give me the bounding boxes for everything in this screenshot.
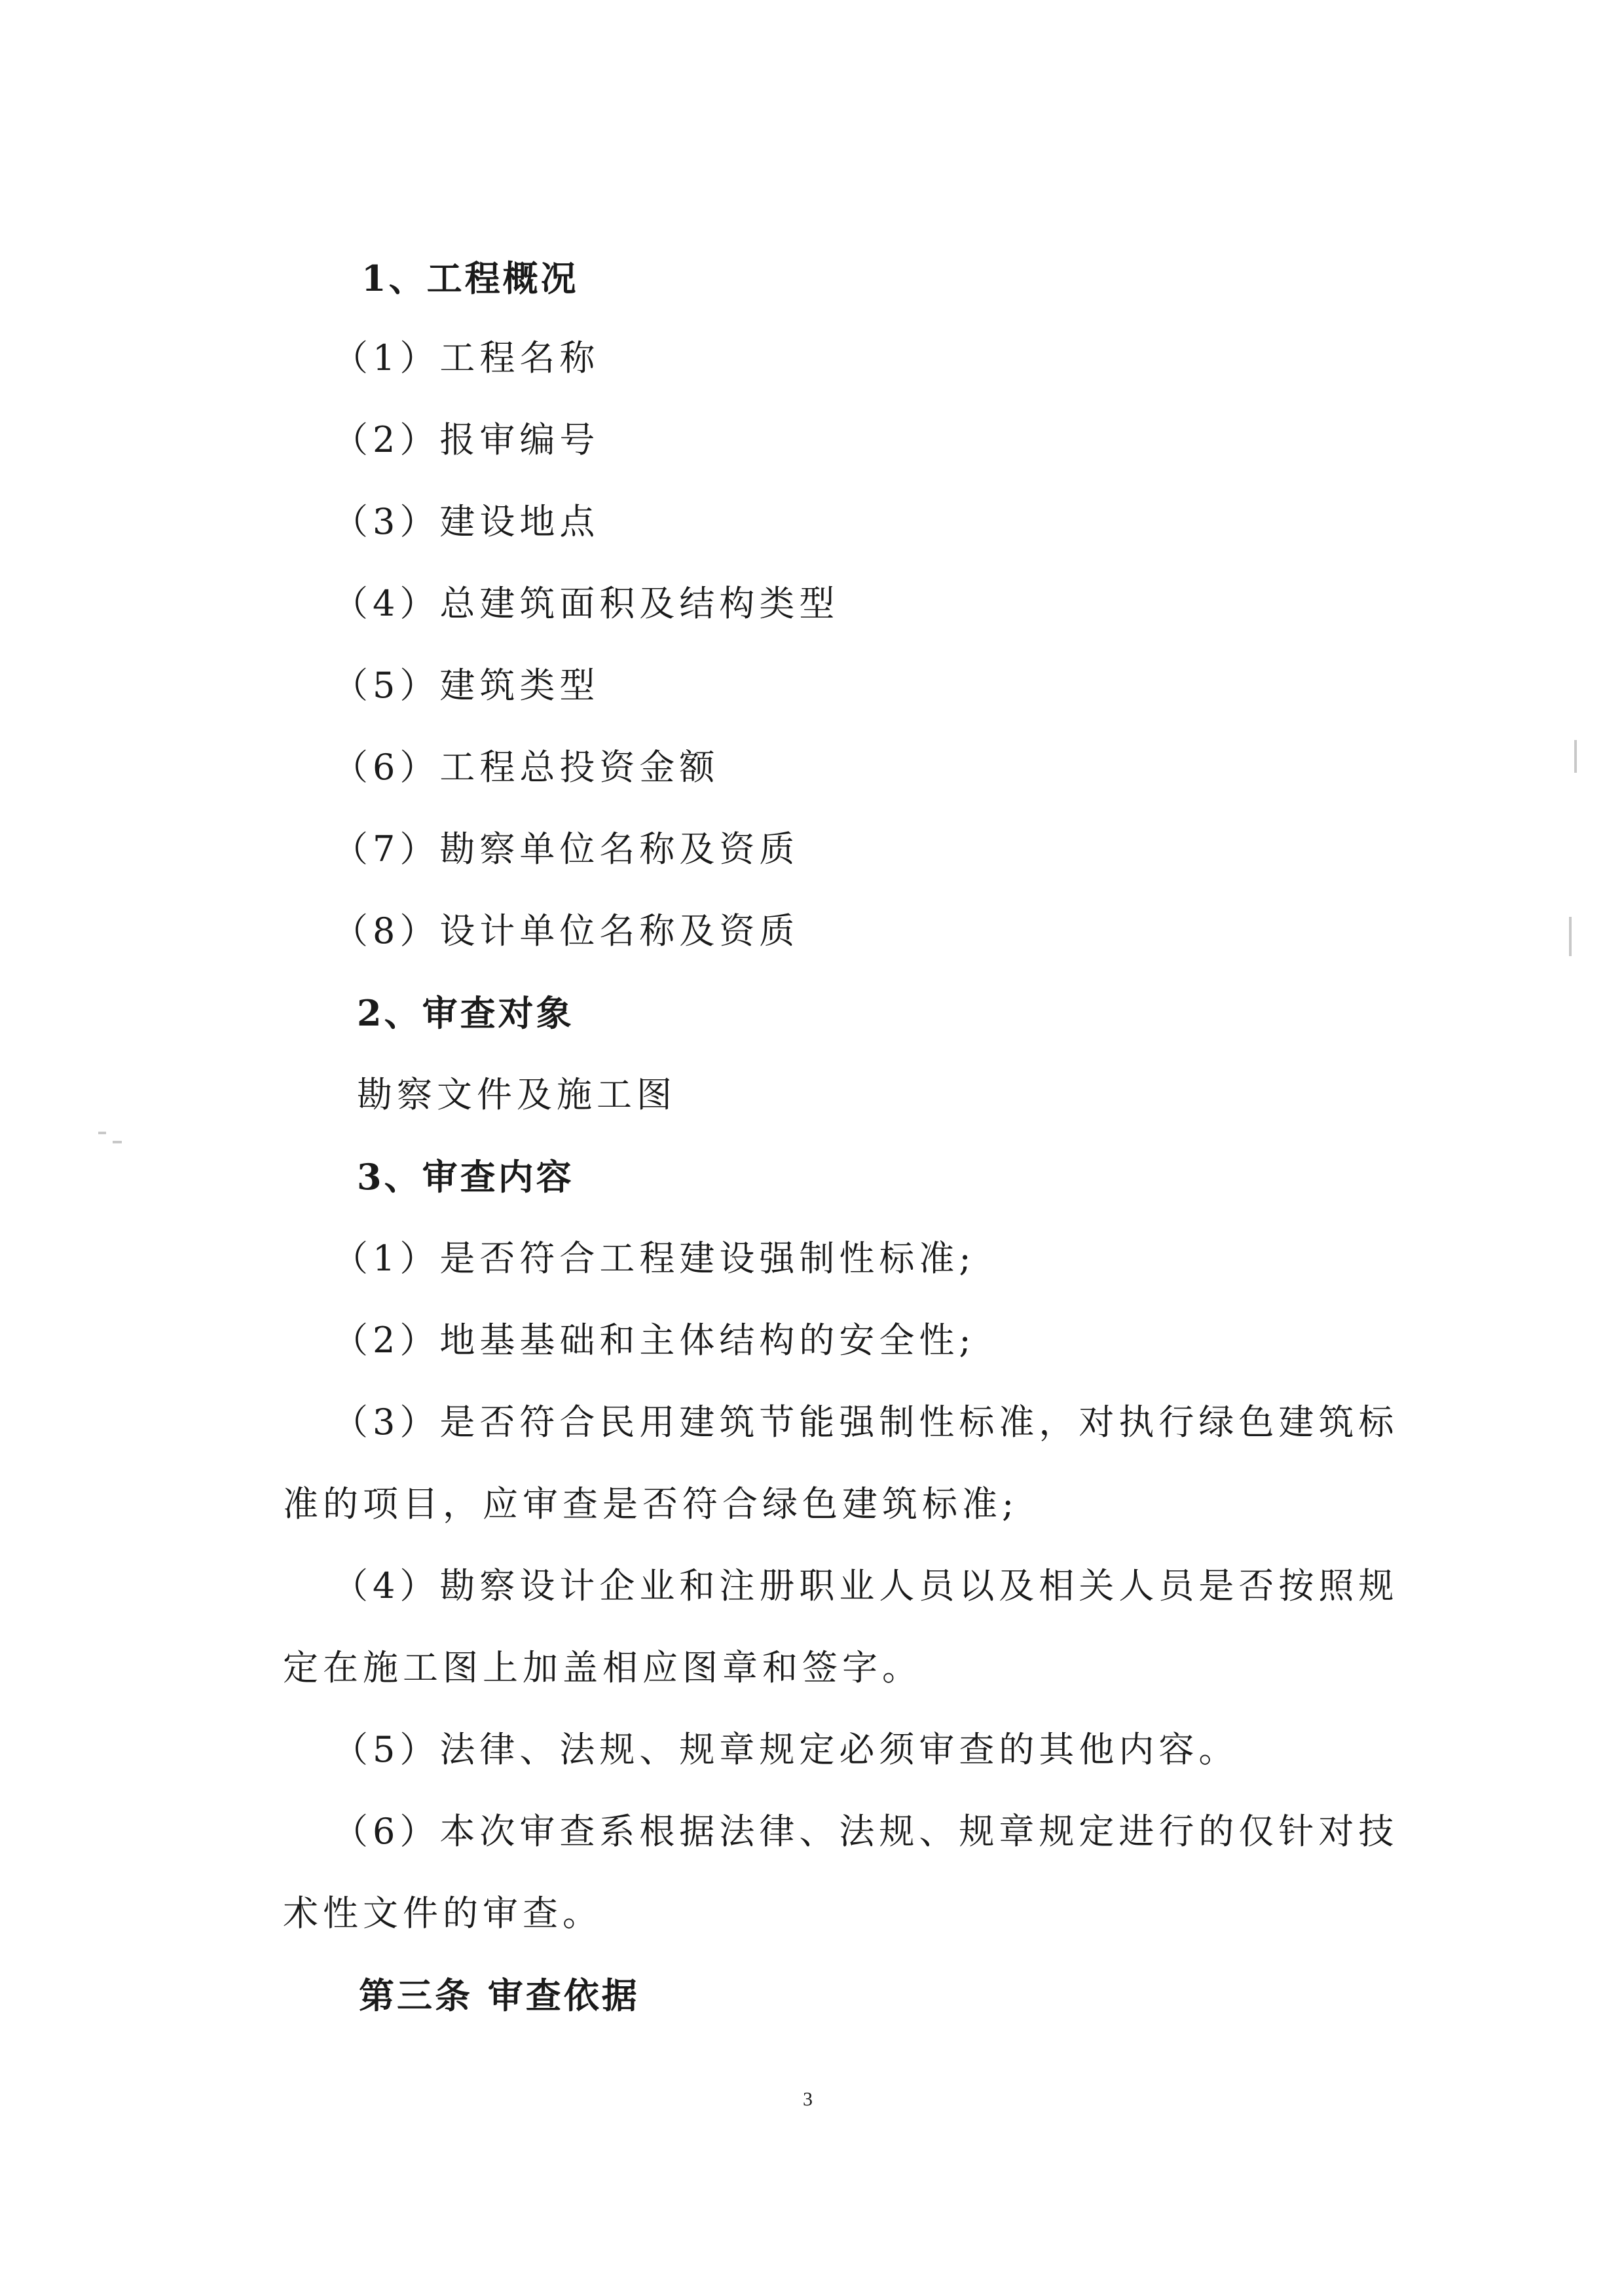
list-item: （2）报审编号 [333, 419, 600, 460]
section-heading: 3、审查内容 [357, 1156, 574, 1198]
list-item: （6）本次审查系根据法律、法规、规章规定进行的仅针对技 [333, 1811, 1399, 1852]
page-number: 3 [803, 2088, 813, 2110]
list-item: （4）总建筑面积及结构类型 [333, 583, 840, 624]
scan-mark [1569, 917, 1572, 956]
list-item: （8）设计单位名称及资质 [333, 910, 800, 952]
list-item-continuation: 术性文件的审查。 [283, 1893, 602, 1934]
list-item: （2）地基基础和主体结构的安全性; [333, 1320, 976, 1361]
list-item-continuation: 准的项目，应审查是否符合绿色建筑标准; [283, 1483, 1019, 1525]
list-item: （1）是否符合工程建设强制性标准; [333, 1238, 976, 1279]
list-item: （7）勘察单位名称及资质 [333, 828, 800, 870]
list-item: （3）建设地点 [333, 501, 600, 542]
list-item: （1）工程名称 [333, 337, 600, 379]
section-heading: 1、工程概况 [361, 257, 579, 299]
article-heading: 第三条 审查依据 [359, 1974, 640, 2016]
list-item: （5）建筑类型 [333, 665, 600, 706]
section-heading: 2、审查对象 [357, 992, 574, 1034]
list-item: （4）勘察设计企业和注册职业人员以及相关人员是否按照规 [333, 1565, 1399, 1606]
scan-mark [1574, 740, 1577, 773]
list-item: （5）法律、法规、规章规定必须审查的其他内容。 [333, 1729, 1239, 1770]
scan-mark [113, 1141, 122, 1143]
list-item: （3）是否符合民用建筑节能强制性标准，对执行绿色建筑标 [333, 1401, 1399, 1443]
list-item-continuation: 定在施工图上加盖相应图章和签字。 [283, 1647, 922, 1688]
list-item: （6）工程总投资金额 [333, 747, 720, 788]
scan-mark [98, 1132, 106, 1134]
paragraph: 勘察文件及施工图 [357, 1074, 676, 1115]
